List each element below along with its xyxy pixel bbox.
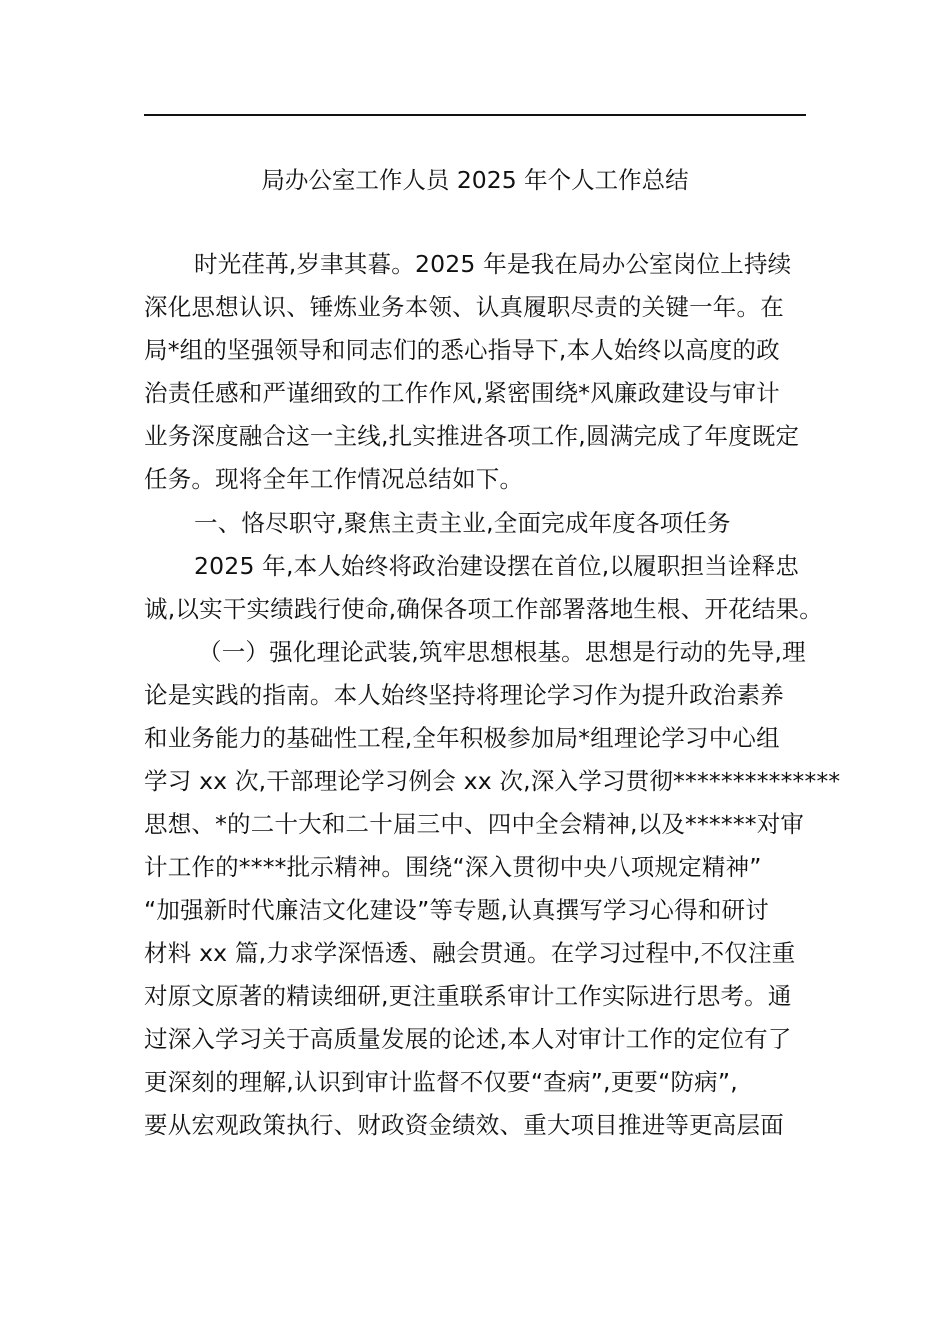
paragraph-line: 时光荏苒,岁聿其暮。2025 年是我在局办公室岗位上持续 bbox=[194, 250, 792, 278]
paragraph-line: 计工作的****批示精神。围绕“深入贯彻中央八项规定精神” bbox=[144, 853, 762, 881]
paragraph-line: 和业务能力的基础性工程,全年积极参加局*组理论学习中心组 bbox=[144, 724, 780, 752]
section-heading: 一、恪尽职守,聚焦主责主业,全面完成年度各项任务 bbox=[194, 509, 731, 537]
paragraph-line: 学习 xx 次,干部理论学习例会 xx 次,深入学习贯彻************** bbox=[144, 767, 841, 795]
paragraph-line: “加强新时代廉洁文化建设”等专题,认真撰写学习心得和研讨 bbox=[144, 896, 769, 924]
paragraph-line: 要从宏观政策执行、财政资金绩效、重大项目推进等更高层面 bbox=[144, 1111, 784, 1139]
paragraph-line: 局*组的坚强领导和同志们的悉心指导下,本人始终以高度的政 bbox=[144, 336, 780, 364]
paragraph-line: 深化思想认识、锤炼业务本领、认真履职尽责的关键一年。在 bbox=[144, 293, 784, 321]
paragraph-line: 论是实践的指南。本人始终坚持将理论学习作为提升政治素养 bbox=[144, 681, 784, 709]
paragraph-line: 业务深度融合这一主线,扎实推进各项工作,圆满完成了年度既定 bbox=[144, 422, 800, 450]
paragraph-line: 2025 年,本人始终将政治建设摆在首位,以履职担当诠释忠 bbox=[194, 552, 800, 580]
header-rule bbox=[144, 114, 806, 116]
paragraph-line: 思想、*的二十大和二十届三中、四中全会精神,以及******对审 bbox=[144, 810, 805, 838]
paragraph-line: 诚,以实干实绩践行使命,确保各项工作部署落地生根、开花结果。 bbox=[144, 595, 823, 623]
paragraph-line: 过深入学习关于高质量发展的论述,本人对审计工作的定位有了 bbox=[144, 1025, 792, 1053]
paragraph-line: 更深刻的理解,认识到审计监督不仅要“查病”,更要“防病”, bbox=[144, 1068, 738, 1096]
document-title: 局办公室工作人员 2025 年个人工作总结 bbox=[261, 166, 689, 194]
paragraph-line: 任务。现将全年工作情况总结如下。 bbox=[144, 465, 524, 493]
paragraph-line: 对原文原著的精读细研,更注重联系审计工作实际进行思考。通 bbox=[144, 982, 792, 1010]
paragraph-line: 材料 xx 篇,力求学深悟透、融会贯通。在学习过程中,不仅注重 bbox=[144, 939, 796, 967]
paragraph-line: 治责任感和严谨细致的工作作风,紧密围绕*风廉政建设与审计 bbox=[144, 379, 780, 407]
subsection-line: （一）强化理论武装,筑牢思想根基。思想是行动的先导,理 bbox=[198, 638, 806, 666]
